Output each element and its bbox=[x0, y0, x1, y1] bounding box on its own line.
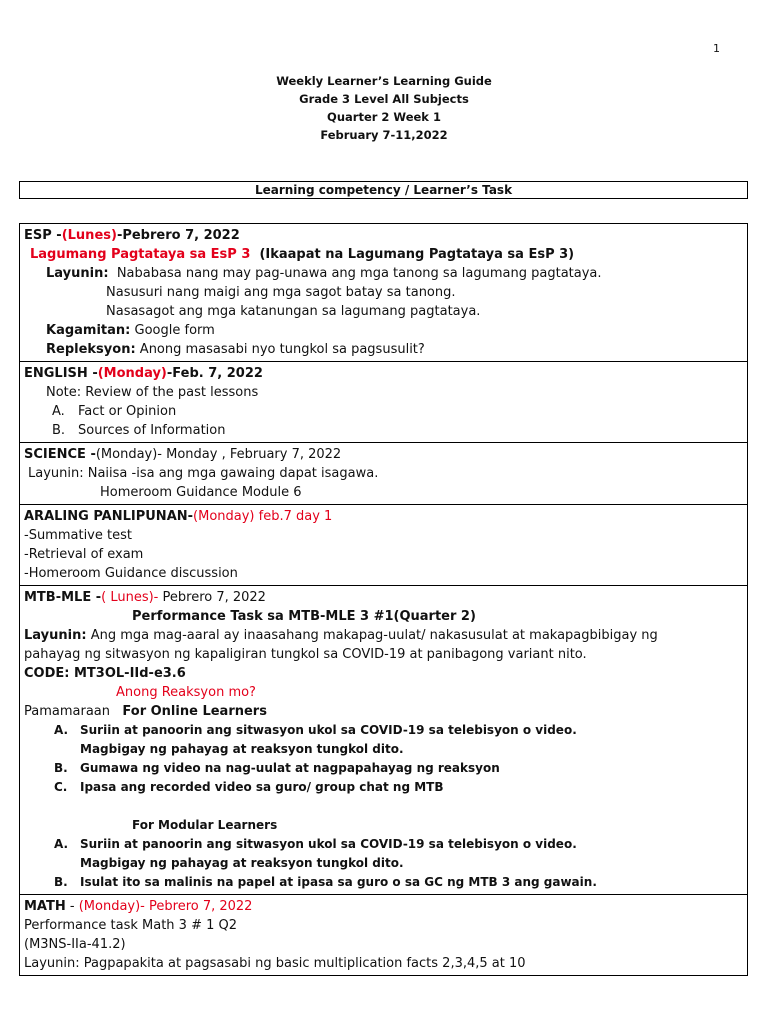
esp-layunin-2: Nasusuri nang maigi ang mga sagot batay sa tanong. bbox=[106, 285, 456, 300]
header-date: February 7-11,2022 bbox=[320, 128, 448, 142]
english-item bbox=[24, 421, 742, 440]
ap-item: -Retrieval of exam bbox=[24, 547, 144, 562]
mtb-pamamaraan bbox=[24, 702, 742, 721]
ap-item: -Homeroom Guidance discussion bbox=[24, 566, 238, 581]
mtb-online-label: For Online Learners bbox=[122, 704, 267, 719]
math-task: Performance task Math 3 # 1 Q2 bbox=[24, 918, 237, 933]
math-heading bbox=[24, 897, 742, 916]
mtb-modular-step-letter: A. bbox=[54, 837, 69, 851]
mtb-day: ( Lunes)- bbox=[101, 590, 159, 605]
mtb-online-step-text: Ipasa ang recorded video sa guro/ group chat ng MTB bbox=[80, 780, 444, 794]
esp-layunin-3: Nasasagot ang mga katanungan sa lagumang pagtataya. bbox=[106, 304, 481, 319]
esp-title-black: (Ikaapat na Lagumang Pagtataya sa EsP 3) bbox=[259, 247, 575, 262]
mtb-modular-step bbox=[24, 873, 742, 892]
header-title: Weekly Learner’s Learning Guide bbox=[276, 74, 492, 88]
row-mtb bbox=[20, 586, 748, 895]
science-subject: SCIENCE - bbox=[24, 447, 96, 462]
english-item-text: Sources of Information bbox=[78, 423, 226, 438]
cell-ap bbox=[20, 505, 748, 586]
mtb-online-step-cont: Magbigay ng pahayag at reaksyon tungkol dito. bbox=[80, 742, 404, 756]
mtb-code: CODE: MT3OL-IId-e3.6 bbox=[24, 666, 186, 681]
mtb-online-step bbox=[24, 721, 742, 740]
english-subject: ENGLISH - bbox=[24, 366, 98, 381]
column-header: Learning competency / Learner’s Task bbox=[19, 181, 748, 199]
ap-heading bbox=[24, 507, 742, 526]
science-layunin: Layunin: Naiisa -isa ang mga gawaing dapat isagawa. bbox=[28, 466, 379, 481]
english-item bbox=[24, 402, 742, 421]
esp-layunin-text-1: Nababasa nang may pag-unawa ang mga tanong sa lagumang pagtataya. bbox=[116, 266, 602, 281]
mtb-online-step-text: Gumawa ng video na nag-uulat at nagpapahayag ng reaksyon bbox=[80, 761, 500, 775]
header-quarter: Quarter 2 Week 1 bbox=[327, 110, 441, 124]
esp-layunin-1 bbox=[24, 264, 742, 283]
mtb-layunin-text-1: Ang mga mag-aaral ay inaasahang makapag-uulat/ nakasusulat at makapagbibigay ng bbox=[90, 628, 658, 643]
english-note: Note: Review of the past lessons bbox=[46, 385, 259, 400]
esp-heading bbox=[24, 226, 742, 245]
esp-repleksyon bbox=[24, 340, 742, 359]
cell-science bbox=[20, 443, 748, 505]
row-esp bbox=[20, 224, 748, 362]
mtb-modular-label: For Modular Learners bbox=[132, 818, 278, 832]
mtb-online-step bbox=[24, 759, 742, 778]
mtb-modular-step-letter: B. bbox=[54, 875, 68, 889]
mtb-modular-step bbox=[24, 835, 742, 854]
header-grade: Grade 3 Level All Subjects bbox=[299, 92, 469, 106]
row-ap bbox=[20, 505, 748, 586]
mtb-heading bbox=[24, 588, 742, 607]
document-header bbox=[0, 72, 768, 144]
mtb-date: Pebrero 7, 2022 bbox=[158, 590, 266, 605]
english-heading bbox=[24, 364, 742, 383]
mtb-online-step-letter: C. bbox=[54, 780, 68, 794]
mtb-layunin-label: Layunin: bbox=[24, 628, 87, 643]
ap-item: -Summative test bbox=[24, 528, 132, 543]
mtb-subject: MTB-MLE - bbox=[24, 590, 102, 605]
esp-kagamitan bbox=[24, 321, 742, 340]
row-english bbox=[20, 362, 748, 443]
mtb-pamamaraan-label: Pamamaraan bbox=[24, 704, 110, 719]
math-layunin: Layunin: Pagpapakita at pagsasabi ng basic multiplication facts 2,3,4,5 at 10 bbox=[24, 956, 526, 971]
mtb-layunin-2: pahayag ng sitwasyon ng kapaligiran tungkol sa COVID-19 at panibagong variant nito. bbox=[24, 647, 587, 662]
math-subject: MATH bbox=[24, 899, 66, 914]
mtb-reaksyon: Anong Reaksyon mo? bbox=[116, 685, 256, 700]
english-day: (Monday) bbox=[97, 366, 167, 381]
esp-layunin-label: Layunin: bbox=[46, 266, 109, 281]
mtb-online-step bbox=[24, 778, 742, 797]
spacer bbox=[24, 797, 742, 816]
esp-title-red: Lagumang Pagtataya sa EsP 3 bbox=[30, 247, 251, 262]
cell-math bbox=[20, 895, 748, 976]
mtb-layunin-1 bbox=[24, 626, 742, 645]
esp-kagamitan-label: Kagamitan: bbox=[46, 323, 131, 338]
cell-english bbox=[20, 362, 748, 443]
math-code: (M3NS-IIa-41.2) bbox=[24, 937, 126, 952]
mtb-online-step-letter: A. bbox=[54, 723, 69, 737]
row-science bbox=[20, 443, 748, 505]
ap-subject: ARALING PANLIPUNAN- bbox=[24, 509, 194, 524]
row-math bbox=[20, 895, 748, 976]
cell-mtb bbox=[20, 586, 748, 895]
science-date: (Monday)- Monday , February 7, 2022 bbox=[95, 447, 342, 462]
mtb-modular-step-cont: Magbigay ng pahayag at reaksyon tungkol dito. bbox=[80, 856, 404, 870]
science-homeroom: Homeroom Guidance Module 6 bbox=[100, 485, 302, 500]
english-date: -Feb. 7, 2022 bbox=[166, 366, 263, 381]
mtb-online-step-letter: B. bbox=[54, 761, 68, 775]
english-item-letter: B. bbox=[52, 423, 66, 438]
ap-day: (Monday) feb.7 day 1 bbox=[193, 509, 333, 524]
math-dash: - bbox=[65, 899, 79, 914]
mtb-modular-step-text: Isulat ito sa malinis na papel at ipasa sa guro o sa GC ng MTB 3 ang gawain. bbox=[80, 875, 597, 889]
esp-date: -Pebrero 7, 2022 bbox=[116, 228, 240, 243]
page-number: 1 bbox=[713, 42, 720, 55]
esp-subject: ESP - bbox=[24, 228, 62, 243]
esp-repleksyon-text: Anong masasabi nyo tungkol sa pagsusulit? bbox=[139, 342, 425, 357]
esp-day: (Lunes) bbox=[61, 228, 117, 243]
mtb-modular-step-text: Suriin at panoorin ang sitwasyon ukol sa COVID-19 sa telebisyon o video. bbox=[80, 837, 577, 851]
esp-kagamitan-text: Google form bbox=[134, 323, 215, 338]
esp-title bbox=[24, 245, 742, 264]
english-item-letter: A. bbox=[52, 404, 65, 419]
mtb-online-step-text: Suriin at panoorin ang sitwasyon ukol sa COVID-19 sa telebisyon o video. bbox=[80, 723, 577, 737]
mtb-task-title: Performance Task sa MTB-MLE 3 #1(Quarter 2) bbox=[132, 609, 476, 624]
esp-repleksyon-label: Repleksyon: bbox=[46, 342, 136, 357]
task-table bbox=[19, 223, 748, 976]
english-item-text: Fact or Opinion bbox=[78, 404, 177, 419]
science-heading bbox=[24, 445, 742, 464]
cell-esp bbox=[20, 224, 748, 362]
math-day: (Monday)- Pebrero 7, 2022 bbox=[78, 899, 253, 914]
